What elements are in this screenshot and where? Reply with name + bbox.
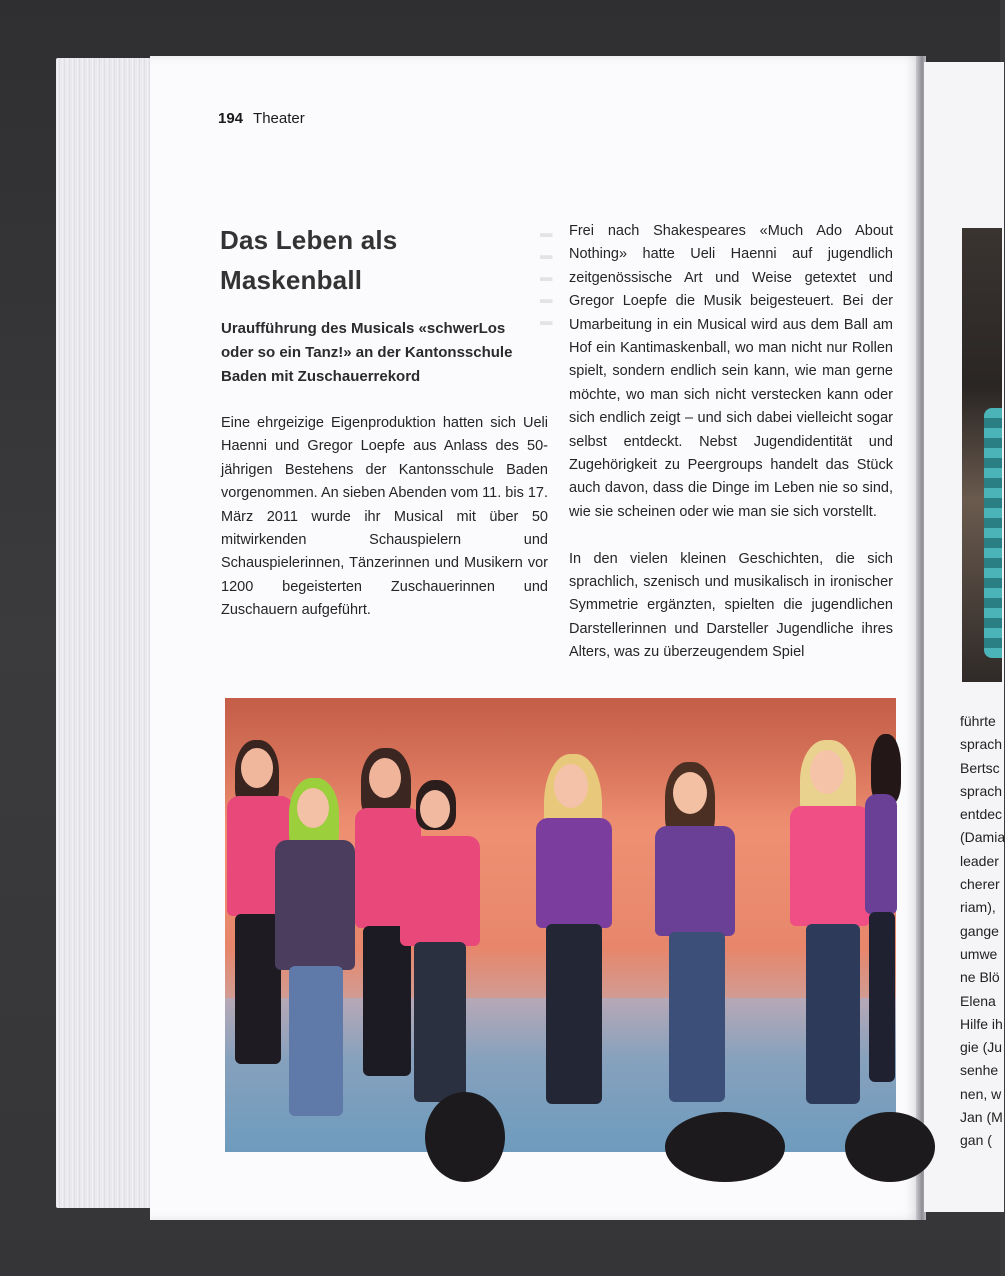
audience-head [845,1112,935,1182]
facing-page-line: umwe [960,945,998,962]
facing-page-line: Bertsc [960,759,1000,776]
section-title: Theater [253,110,305,127]
facing-page-line: gan ( [960,1132,992,1149]
facing-page-photo [962,228,1002,682]
facing-page-line: riam), [960,899,996,916]
facing-page-line: sprach [960,782,1003,799]
facing-page-text [960,710,1005,1153]
page-number: 194 [218,110,244,127]
facing-page-line: Jan (M [960,1109,1003,1126]
facing-page-line: (Damia [960,829,1005,846]
audience-head [425,1092,505,1182]
facing-page-line: Elena [960,992,996,1009]
facing-page-line: nen, w [960,1085,1002,1102]
paragraph-1: Frei nach Shakespeares «Much Ado About Nothing» hatte Ueli Haenni auf jugendlich zeitgenössische Art und Weise getextet und Gregor Loepfe die Musik beigesteuert. Bei der Umarbeitung in ein Musical wird aus dem Ball am Hof ein Kantimaskenball, wo man nicht nur Rollen spielt, sondern endlich sein kann, wie man gerne möchte, wo man sich nicht verstecken kann oder sich endlich zeigt – und sich dabei vielleicht sogar selbst entdeckt. Nebst Jugendidentität und Zugehörigkeit zu Peergroups handelt das Stück auch davon, dass die Dinge im Leben nie so sind, wie sie scheinen oder wie man sie sich vorstellt. [569,223,893,520]
article-lead: Eine ehrgeizige Eigenproduktion hatten sich Ueli Haenni und Gregor Loepfe aus Anlass des 50-jährigen Bestehens der Kantonsschule Baden vorgenommen. An sieben Abenden vom 11. bis 17. März 2011 wurde ihr Musical mit über 50 mitwirkenden Schauspielern und Schauspielerinnen, Tänzerinnen und Musikern vor 1200 begeisterten Zuschauerinnen und Zuschauern aufgeführt. [221,415,549,619]
article-right-column [569,220,893,688]
facing-page-line: gie (Ju [960,1039,1003,1056]
facing-page-line: leader [960,852,999,869]
show-through: ▬ ▬ ▬ ▬ ▬ [540,226,553,328]
article-headline [220,220,540,300]
facing-page-line: sprach [960,736,1003,753]
headline-line-2: Maskenball [220,265,363,295]
facing-page-line: ne Blö [960,969,1000,986]
musical-stage-photo [225,698,896,1152]
facing-page-line: entdec [960,806,1003,823]
audience-head [665,1112,785,1182]
article-subhead: Uraufführung des Musicals «schwerLos oder so ein Tanz!» an der Kantonsschule Baden mit Zuschauerrekord [221,320,513,385]
facing-page-line: cherer [960,876,1000,893]
running-head [218,110,305,127]
headline-line-1: Das Leben als [220,225,398,255]
facing-page-line: senhe [960,1062,999,1079]
facing-page-line: führte [960,713,996,729]
facing-page-line: Hilfe ih [960,1015,1003,1032]
paragraph-2: In den vielen kleinen Geschichten, die sich sprachlich, szenisch und musikalisch in ironischer Symmetrie ergänzten, spielten die jugendlichen Darstellerinnen und Darsteller Jugendliche ihres Alters, was zu überzeugendem Spiel [569,550,893,661]
facing-page-line: gange [960,922,999,939]
striped-shirt [984,408,1002,658]
